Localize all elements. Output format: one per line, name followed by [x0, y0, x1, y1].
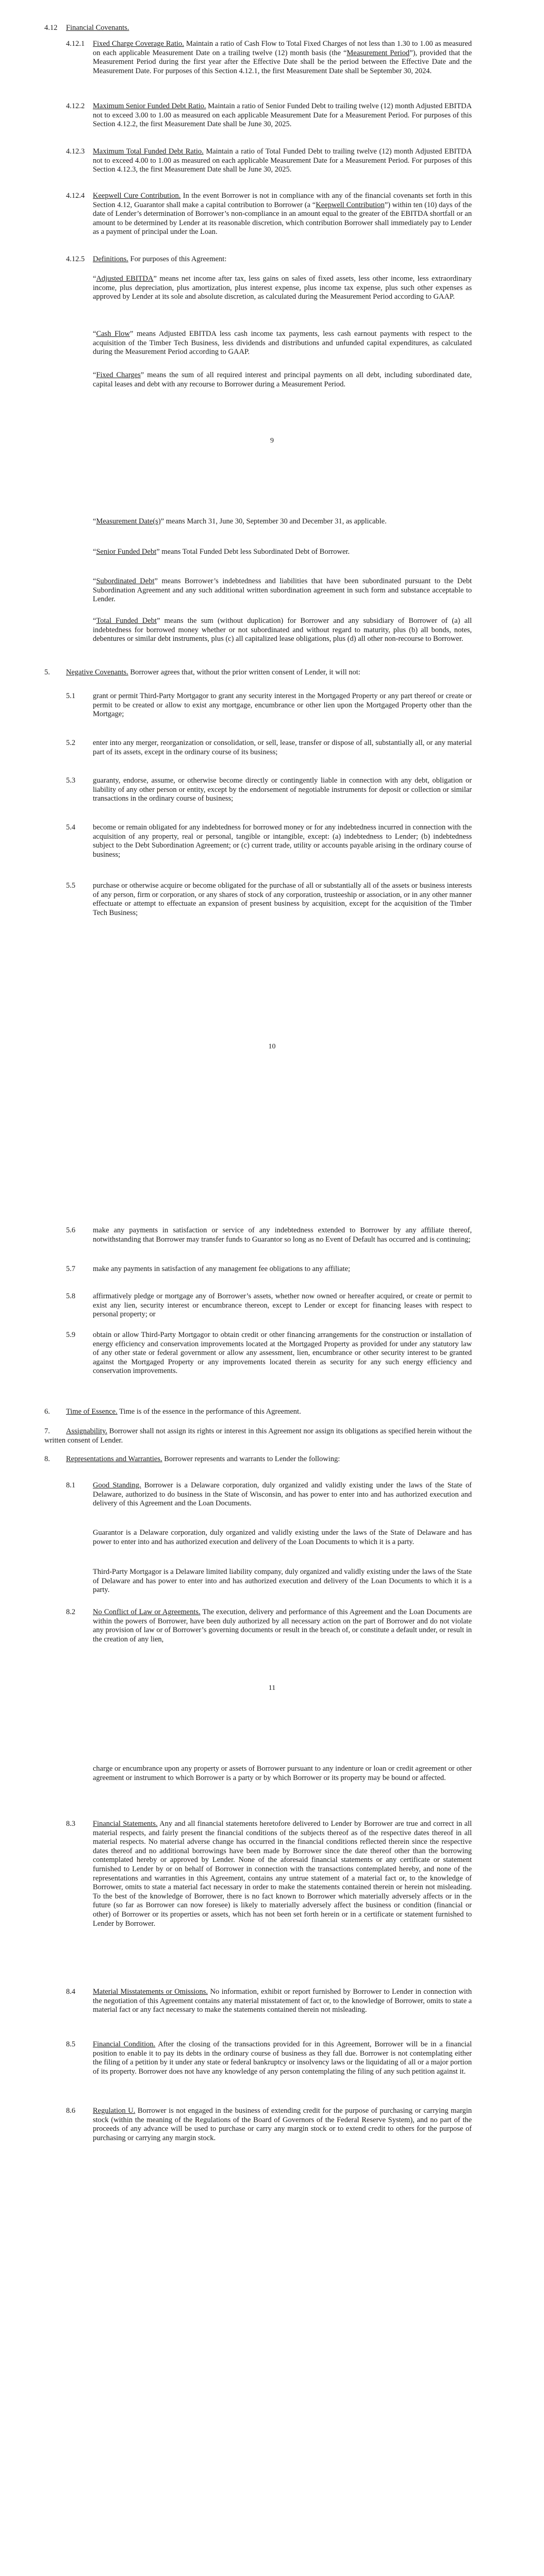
section-number: 5.6	[66, 1226, 76, 1234]
defined-term: Adjusted EBITDA	[96, 275, 154, 283]
section-8: 8. Representations and Warranties. Borrower represents and warrants to Lender the following:	[44, 1455, 340, 1463]
definition-adjusted-ebitda: “Adjusted EBITDA” means net income after tax, less gains on sales of fixed assets, less other income, less extraordinary income, plus depreciation, plus amortization, plus interest expense, plus income tax expense, plus such other expenses as approved by Lender at its sole and absolute discretion, as calculated during the Measurement Period according to GAAP.	[93, 275, 472, 301]
section-title: Material Misstatements or Omissions.	[93, 1988, 208, 1996]
section-number: 4.12.5	[66, 255, 85, 263]
section-title: Assignability.	[66, 1427, 108, 1435]
section-number: 7.	[44, 1427, 50, 1435]
section-number: 5.9	[66, 1331, 76, 1339]
definition-total-funded-debt: “Total Funded Debt” means the sum (without duplication) for Borrower and any subsidiary of Borrower of (a) all indebtedness for borrowed money whether or not subordinated and without regard to maturity, plus (b) all bonds, notes, debentures or similar debt instruments, plus (c) all capitalized lease obligations, plus (d) all other non-recourse to Borrower.	[93, 617, 472, 643]
section-number: 5.3	[66, 776, 76, 785]
section-title: Keepwell Cure Contribution.	[93, 192, 181, 200]
section-5-6: make any payments in satisfaction or service of any indebtedness extended to Borrower by any affiliate thereof, notwithstanding that Borrower may transfer funds to Guarantor so long as no Event of Default has occurred and is continuing;	[93, 1226, 472, 1244]
section-title: Financial Statements.	[93, 1820, 158, 1828]
section-8-5: Financial Condition. After the closing of the transactions provided for in this Agreement, Borrower will be in a financial position to enable it to pay its debts in the ordinary course of business as they fall due. Borrower is not contemplating either the filing of a petition by it under any state or federal bankruptcy or insolvency laws or the liquidating of all or a major portion of its property. Borrower does not have any knowledge of any person contemplating the filing of any such petition against it.	[93, 2040, 472, 2076]
section-number: 4.12	[44, 24, 58, 32]
section-title: Negative Covenants.	[66, 668, 128, 676]
page-number: 10	[268, 1043, 276, 1050]
section-number: 5.8	[66, 1292, 76, 1300]
section-5-2: enter into any merger, reorganization or consolidation, or sell, lease, transfer or dispose of all, substantially all, or any material part of its assets, except in the ordinary course of its business;	[93, 739, 472, 756]
section-5-9: obtain or allow Third-Party Mortgagor to obtain credit or other financing arrangements for the construction or installation of energy efficiency and conservation improvements located at the Mortgaged Property as provided for under any statutory law of any other state or federal government or allow any assessment, lien, encumbrance or other security interest to be granted against the Mortgaged Property or any improvements located therein as security for any such energy efficiency and conservation improvements.	[93, 1331, 472, 1376]
section-4-12-3: Maximum Total Funded Debt Ratio. Maintain a ratio of Total Funded Debt to trailing twelve (12) month Adjusted EBITDA not to exceed 4.00 to 1.00 as measured on each applicable Measurement Date for a Measurement Period. For purposes of this Section 4.12.3, the first Measurement Date shall be June 30, 2025.	[93, 147, 472, 174]
section-number: 8.2	[66, 1608, 76, 1616]
section-number: 4.12.1	[66, 40, 85, 48]
defined-term: Total Funded Debt	[96, 617, 157, 625]
section-number: 8.3	[66, 1820, 76, 1828]
section-6: 6. Time of Essence. Time is of the essence in the performance of this Agreement.	[44, 1408, 301, 1416]
section-5-4: become or remain obligated for any indebtedness for borrowed money or for any indebtedness incurred in connection with the acquisition of any property, real or personal, tangible or intangible, except: (a) indebtedness to Lender; (b) indebtedness subject to the Debt Subordination Agreement; or (c) current trade, utility or accounts payable arising in the ordinary course of business;	[93, 823, 472, 859]
defined-term: Fixed Charges	[96, 371, 141, 379]
section-5-1: grant or permit Third-Party Mortgagor to grant any security interest in the Mortgaged Property or any part thereof or create or permit to be created or allow to exist any mortgage, encumbrance or other lien upon the Mortgaged Property other than the Mortgage;	[93, 692, 472, 719]
section-number: 5.7	[66, 1265, 76, 1273]
page-number: 9	[270, 437, 274, 445]
definition-measurement-date: “Measurement Date(s)” means March 31, June 30, September 30 and December 31, as applicable.	[93, 517, 387, 526]
section-number: 8.1	[66, 1481, 76, 1489]
section-8-6: Regulation U. Borrower is not engaged in the business of extending credit for the purpose of purchasing or carrying margin stock (within the meaning of the Regulations of the Board of Governors of the Federal Reserve System), and no part of the proceeds of any advance will be used to purchase or carry any margin stock or to extend credit to others for the purpose of purchasing or carrying any margin stock.	[93, 2107, 472, 2142]
section-number: 8.	[44, 1455, 50, 1463]
section-4-12-4: Keepwell Cure Contribution. In the event Borrower is not in compliance with any of the financial covenants set forth in this Section 4.12, Guarantor shall make a capital contribution to Borrower (a “Keepwell Contribution”) within ten (10) days of the date of Lender’s determination of Borrower’s non-compliance in an amount equal to the greater of the EBITDA shortfall or an amount to be determined by Lender at its reasonable discretion, which contribution Borrower shall immediately pay to Lender as a payment of principal under the Loan.	[93, 192, 472, 236]
section-8-2: No Conflict of Law or Agreements. The execution, delivery and performance of this Agreement and the Loan Documents are within the powers of Borrower, have been duly authorized by all necessary action on the part of Borrower and do not violate any provision of law or of Borrower’s governing documents or result in the breach of, or constitute a default under, or result in the creation of any lien,	[93, 1608, 472, 1643]
section-title: Good Standing.	[93, 1481, 141, 1489]
section-number: 4.12.3	[66, 147, 85, 156]
section-4-12-5: Definitions. For purposes of this Agreement:	[93, 255, 227, 263]
definition-fixed-charges: “Fixed Charges” means the sum of all required interest and principal payments on all debt, including subordinated date, capital leases and debt with any recourse to Borrower during a Measurement Period.	[93, 371, 472, 388]
section-number: 4.12.2	[66, 102, 85, 110]
section-5-5: purchase or otherwise acquire or become obligated for the purchase of all or substantially all of the assets or business interests of any person, firm or corporation, or any shares of stock of any corporation, trusteeship or association, or in any other manner effectuate or attempt to effectuate an expansion of present business by acquisition, except for the acquisition of the Timber Tech Business;	[93, 882, 472, 917]
section-8-3: Financial Statements. Any and all financial statements heretofore delivered to Lender by Borrower are true and correct in all material respects, and fairly present the financial conditions of the subjects thereof as of the respective dates thereof in all material respects. No material adverse change has occurred in the financial conditions reflected therein since the respective dates thereof and no additional borrowings have been made by Borrower since the date thereof other than the borrowing contemplated hereby or approved by Lender. None of the aforesaid financial statements or any certificate or statement furnished to Lender by or on behalf of Borrower in connection with the transactions contemplated hereby, and none of the representations and warranties in this Agreement, contains any untrue statement of a material fact or, to the knowledge of Borrower, omits to state a material fact necessary in order to make the statements contained therein or herein not misleading. To the best of the knowledge of Borrower, there is no fact known to Borrower which materially adversely affects or in the future (so far as Borrower can now foresee) is likely to materially adversely affect the business or condition (financial or other) of Borrower or its properties or assets, which has not been set forth herein or in a certificate or statement furnished to Lender by Borrower.	[93, 1820, 472, 1928]
defined-term: Measurement Date(s)	[96, 517, 161, 526]
section-8-1-third-party: Third-Party Mortgagor is a Delaware limited liability company, duly organized and validly existing under the laws of the State of Delaware and has power to enter into and has authorized execution and delivery of the Loan Documents to which it is a party.	[93, 1568, 472, 1595]
section-title: Financial Condition.	[93, 2040, 156, 2048]
defined-term: Senior Funded Debt	[96, 548, 157, 556]
section-number: 5.2	[66, 739, 76, 747]
definition-senior-funded-debt: “Senior Funded Debt” means Total Funded Debt less Subordinated Debt of Borrower.	[93, 548, 350, 556]
section-number: 4.12.4	[66, 192, 85, 200]
section-5: 5. Negative Covenants. Borrower agrees that, without the prior written consent of Lender, it will not:	[44, 668, 360, 676]
section-number: 8.4	[66, 1988, 76, 1996]
defined-term: Cash Flow	[96, 330, 130, 338]
defined-term: Subordinated Debt	[96, 577, 155, 585]
section-8-1-guarantor: Guarantor is a Delaware corporation, duly organized and validly existing under the laws of the State of Delaware and has power to enter into and has authorized execution and delivery of the Loan Documents to which it is a party.	[93, 1529, 472, 1546]
definition-subordinated-debt: “Subordinated Debt” means Borrower’s indebtedness and liabilities that have been subordinated pursuant to the Debt Subordination Agreement and any such additional written subordination agreement in such form and substance acceptable to Lender.	[93, 577, 472, 604]
section-5-7: make any payments in satisfaction of any management fee obligations to any affiliate;	[93, 1265, 351, 1273]
section-title: Representations and Warranties.	[66, 1455, 162, 1463]
section-title: Regulation U.	[93, 2107, 136, 2115]
section-title: Maximum Senior Funded Debt Ratio.	[93, 102, 206, 110]
section-8-2-continued: charge or encumbrance upon any property or assets of Borrower pursuant to any indenture or loan or credit agreement or other agreement or instrument to which Borrower is a party or by which Borrower or its property may be bound or affected.	[93, 1765, 472, 1782]
section-title: Financial Covenants.	[66, 24, 129, 32]
defined-term: Measurement Period	[347, 48, 410, 57]
section-title: Fixed Charge Coverage Ratio.	[93, 40, 184, 48]
definition-cash-flow: “Cash Flow” means Adjusted EBITDA less cash income tax payments, less cash earnout payments with respect to the acquisition of the Timber Tech Business, less dividends and distributions and unfunded capital expenditures, as calculated during the Measurement Period according to GAAP.	[93, 330, 472, 357]
section-8-4: Material Misstatements or Omissions. No information, exhibit or report furnished by Borrower to Lender in connection with the negotiation of this Agreement contains any material misstatement of fact or, to the knowledge of Borrower, omits to state a material fact or any fact necessary to make the statements contained therein not misleading.	[93, 1988, 472, 2014]
section-number: 5.1	[66, 692, 76, 700]
section-7: 7. Assignability. Borrower shall not assign its rights or interest in this Agreement nor assign its obligations as specified herein without the written consent of Lender.	[44, 1427, 472, 1445]
section-8-1: Good Standing. Borrower is a Delaware corporation, duly organized and validly existing under the laws of the State of Delaware, authorized to do business in the State of Wisconsin, and has power to enter into and has authorized execution and delivery of this Agreement and the Loan Documents.	[93, 1481, 472, 1508]
section-number: 5.	[44, 668, 50, 676]
page-number: 11	[268, 1684, 276, 1692]
section-4-12-2: Maximum Senior Funded Debt Ratio. Maintain a ratio of Senior Funded Debt to trailing twelve (12) month Adjusted EBITDA not to exceed 3.00 to 1.00 as measured on each applicable Measurement Date for a Measurement Period. For purposes of this Section 4.12.2, the first Measurement Date shall be June 30, 2025.	[93, 102, 472, 129]
section-title: No Conflict of Law or Agreements.	[93, 1608, 201, 1616]
section-number: 5.5	[66, 882, 76, 890]
section-number: 6.	[44, 1408, 50, 1416]
section-4-12-1: Fixed Charge Coverage Ratio. Maintain a ratio of Cash Flow to Total Fixed Charges of not less than 1.30 to 1.00 as measured on each applicable Measurement Date on a trailing twelve (12) month basis (the “Measurement Period”), provided that the Measurement Period during the first year after the Effective Date shall be the period between the Effective Date and the Measurement Date. For purposes of this Section 4.12.1, the first Measurement Date shall be September 30, 2024.	[93, 40, 472, 75]
defined-term: Keepwell Contribution	[316, 200, 385, 209]
section-5-3: guaranty, endorse, assume, or otherwise become directly or contingently liable in connection with any debt, obligation or liability of any other person or entity, except by the endorsement of negotiable instruments for deposit or collection or similar transactions in the ordinary course of business;	[93, 776, 472, 803]
section-title: Definitions.	[93, 255, 128, 263]
section-title: Maximum Total Funded Debt Ratio.	[93, 147, 204, 156]
section-number: 8.5	[66, 2040, 76, 2048]
section-5-8: affirmatively pledge or mortgage any of Borrower’s assets, whether now owned or hereafter acquired, or create or permit to exist any lien, security interest or encumbrance thereon, except to Lender or except for financing leases with respect to personal property; or	[93, 1292, 472, 1319]
section-number: 5.4	[66, 823, 76, 832]
section-number: 8.6	[66, 2107, 76, 2115]
section-title: Time of Essence.	[66, 1408, 118, 1416]
